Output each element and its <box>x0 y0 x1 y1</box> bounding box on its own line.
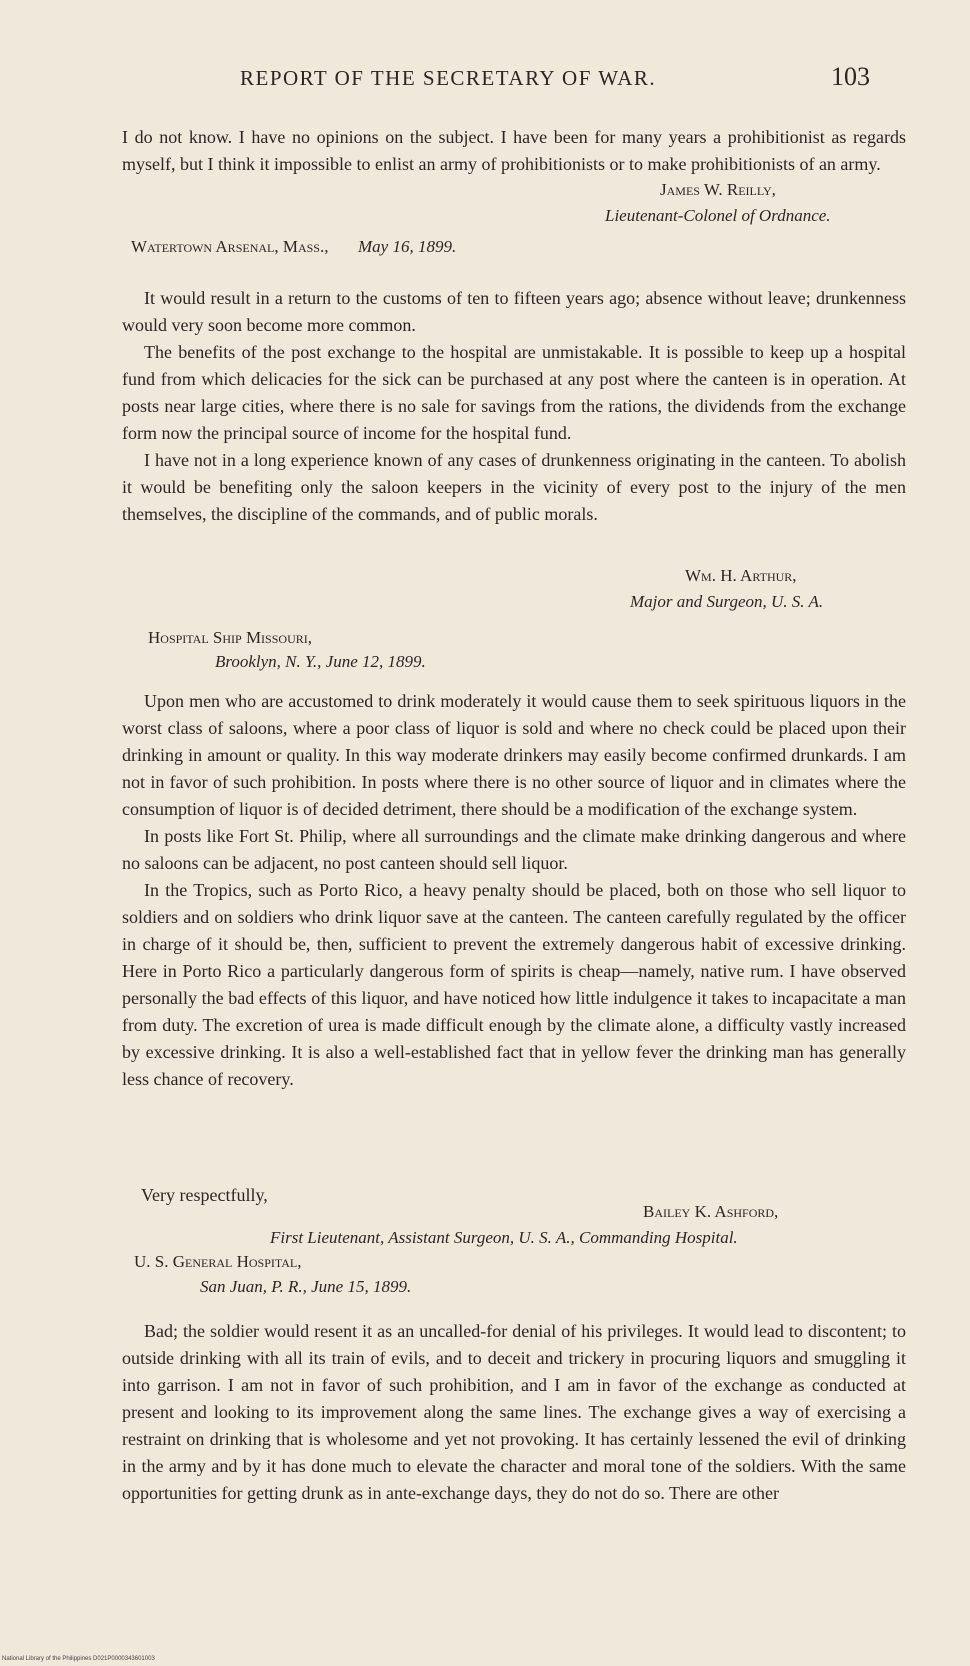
signer-name: Wm. H. Arthur, <box>685 566 797 585</box>
letter-place: U. S. General Hospital, <box>134 1252 302 1271</box>
paragraph: I have not in a long experience known of any cases of drunkenness originating in the canteen. To abolish it would be benefiting only the saloon keepers in the vicinity of every post to the injury of the men themselves, the discipline of the commands, and of public morals. <box>122 450 906 524</box>
letter-arthur-body <box>122 285 906 528</box>
scan-footer: National Library of the Philippines D021P0000343601003 <box>2 1656 155 1662</box>
letter-place: Hospital Ship Missouri, <box>148 628 312 647</box>
signer-name: Bailey K. Ashford, <box>643 1202 779 1221</box>
signer-rank: First Lieutenant, Assistant Surgeon, U. S. A., Commanding Hospital. <box>270 1228 738 1247</box>
closing: Very respectfully, <box>141 1185 268 1205</box>
letter-ashford-body <box>122 688 906 1093</box>
letter-date: May 16, 1899. <box>358 237 457 256</box>
letter-place: Watertown Arsenal, Mass., <box>131 237 329 256</box>
letter-continued-body <box>122 1318 906 1507</box>
paragraph: Bad; the soldier would resent it as an uncalled-for denial of his privileges. It would lead to discontent; to outside drinking with all its train of evils, and to deceit and trickery in procuring liquors and smuggling it into garrison. I am not in favor of such prohibition, and I am in favor of the exchange as conducted at present and looking to its improvement along the same lines. The exchange gives a way of exercising a restraint on drinking that is wholesome and yet not provoking. It has certainly lessened the evil of drinking in the army and by it has done much to elevate the character and moral tone of the soldiers. With the same opportunities for getting drunk as in ante-exchange days, they do not do so. There are other <box>122 1321 906 1503</box>
signer-rank: Major and Surgeon, U. S. A. <box>630 592 824 611</box>
signer-rank: Lieutenant-Colonel of Ordnance. <box>605 206 831 225</box>
page-header <box>120 62 900 106</box>
page-number: 103 <box>831 62 870 91</box>
paragraph: I do not know. I have no opinions on the subject. I have been for many years a prohibitionist as regards myself, but I think it impossible to enlist an army of prohibitionists or to make prohibitionists of an army. <box>122 127 906 174</box>
letter-reilly-body <box>122 124 906 178</box>
paragraph: In the Tropics, such as Porto Rico, a heavy penalty should be placed, both on those who sell liquor to soldiers and on soldiers who drink liquor save at the canteen. The canteen carefully regulated by the officer in charge of it should be, then, sufficient to prevent the extremely dangerous habit of excessive drinking. Here in Porto Rico a particularly dangerous form of spirits is cheap—namely, native rum. I have observed personally the bad effects of this liquor, and have noticed how little indulgence it takes to incapacitate a man from duty. The excretion of urea is made difficult enough by the climate alone, a difficulty vastly increased by excessive drinking. It is also a well-established fact that in yellow fever the drinking man has generally less chance of recovery. <box>122 880 906 1089</box>
running-title: REPORT OF THE SECRETARY OF WAR. <box>240 66 657 90</box>
paragraph: In posts like Fort St. Philip, where all surroundings and the climate make drinking dangerous and where no saloons can be adjacent, no post canteen should sell liquor. <box>122 826 906 873</box>
paragraph: Upon men who are accustomed to drink moderately it would cause them to seek spirituous liquors in the worst class of saloons, where a poor class of liquor is sold and where no check could be placed upon their drinking in amount or quality. In this way moderate drinkers may easily become confirmed drunkards. I am not in favor of such prohibition. In posts where there is no other source of liquor and in climates where the consumption of liquor is of decided detriment, there should be a modification of the exchange system. <box>122 691 906 819</box>
paragraph: It would result in a return to the customs of ten to fifteen years ago; absence without leave; drunkenness would very soon become more common. <box>122 288 906 335</box>
letter-date: San Juan, P. R., June 15, 1899. <box>200 1277 412 1296</box>
paragraph: The benefits of the post exchange to the hospital are unmistakable. It is possible to keep up a hospital fund from which delicacies for the sick can be purchased at any post where the canteen is in operation. At posts near large cities, where there is no sale for savings from the rations, the dividends from the exchange form now the principal source of income for the hospital fund. <box>122 342 906 443</box>
signer-name: James W. Reilly, <box>660 180 776 199</box>
letter-date: Brooklyn, N. Y., June 12, 1899. <box>215 652 426 671</box>
